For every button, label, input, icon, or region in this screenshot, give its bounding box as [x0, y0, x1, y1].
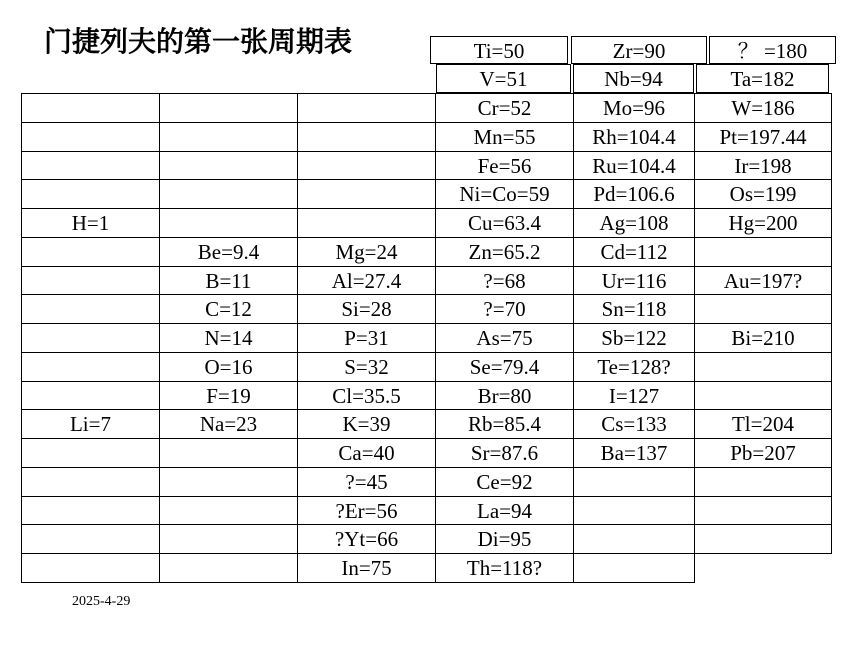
table-cell [573, 467, 695, 497]
table-cell: Th=118? [435, 553, 574, 583]
table-cell: K=39 [297, 409, 436, 439]
table-cell: La=94 [435, 496, 574, 525]
table-cell: Pt=197.44 [694, 122, 832, 152]
table-cell: ?=45 [297, 467, 436, 497]
table-cell: H=1 [21, 208, 160, 238]
table-cell [573, 553, 695, 583]
table-cell: Cu=63.4 [435, 208, 574, 238]
table-cell: O=16 [159, 352, 298, 382]
table-cell: Cr=52 [435, 93, 574, 123]
table-cell: Bi=210 [694, 323, 832, 353]
table-cell: Si=28 [297, 294, 436, 324]
table-cell: Ir=198 [694, 151, 832, 180]
table-cell: Al=27.4 [297, 266, 436, 295]
table-cell [21, 93, 160, 123]
page-title: 门捷列夫的第一张周期表 [44, 25, 353, 58]
table-cell [159, 179, 298, 209]
table-cell [297, 151, 436, 180]
table-cell: Hg=200 [694, 208, 832, 238]
table-cell: Zn=65.2 [435, 237, 574, 267]
table-cell: I=127 [573, 381, 695, 410]
table-cell [159, 524, 298, 554]
table-cell: Sr=87.6 [435, 438, 574, 468]
table-cell [694, 496, 832, 525]
cell-ta: Ta=182 [696, 64, 829, 93]
table-cell: ?=70 [435, 294, 574, 324]
table-cell: Pb=207 [694, 438, 832, 468]
table-cell: S=32 [297, 352, 436, 382]
table-cell [21, 381, 160, 410]
table-cell [159, 208, 298, 238]
table-cell: C=12 [159, 294, 298, 324]
table-cell [694, 467, 832, 497]
table-cell: Ni=Co=59 [435, 179, 574, 209]
table-cell: Sb=122 [573, 323, 695, 353]
table-cell: In=75 [297, 553, 436, 583]
table-cell: Cl=35.5 [297, 381, 436, 410]
table-cell [297, 179, 436, 209]
table-cell [573, 496, 695, 525]
cell-ti: Ti=50 [430, 36, 568, 64]
table-cell: B=11 [159, 266, 298, 295]
table-cell: Ag=108 [573, 208, 695, 238]
table-cell: Ru=104.4 [573, 151, 695, 180]
table-cell [21, 179, 160, 209]
table-cell [159, 467, 298, 497]
table-cell: Mg=24 [297, 237, 436, 267]
table-cell: F=19 [159, 381, 298, 410]
cell-unknown-180: ？ =180 [709, 36, 836, 64]
cell-nb: Nb=94 [573, 64, 694, 93]
table-cell: W=186 [694, 93, 832, 123]
table-cell [694, 237, 832, 267]
date-label: 2025-4-29 [72, 594, 131, 609]
table-cell [21, 151, 160, 180]
table-cell: Fe=56 [435, 151, 574, 180]
table-cell: Be=9.4 [159, 237, 298, 267]
table-cell: ?=68 [435, 266, 574, 295]
table-cell: Cs=133 [573, 409, 695, 439]
table-cell [297, 93, 436, 123]
table-cell: Se=79.4 [435, 352, 574, 382]
table-cell [159, 553, 298, 583]
table-cell: Ca=40 [297, 438, 436, 468]
table-cell: ?Yt=66 [297, 524, 436, 554]
table-cell: Tl=204 [694, 409, 832, 439]
table-cell [159, 122, 298, 152]
table-cell [21, 352, 160, 382]
table-cell: P=31 [297, 323, 436, 353]
table-cell: Mn=55 [435, 122, 574, 152]
table-cell [159, 438, 298, 468]
table-cell: Mo=96 [573, 93, 695, 123]
table-cell: Rh=104.4 [573, 122, 695, 152]
table-cell [21, 438, 160, 468]
table-cell: ?Er=56 [297, 496, 436, 525]
table-cell [21, 553, 160, 583]
table-cell: Ce=92 [435, 467, 574, 497]
table-cell: Au=197? [694, 266, 832, 295]
table-cell: Te=128? [573, 352, 695, 382]
table-cell [21, 323, 160, 353]
table-cell [573, 524, 695, 554]
table-cell: Ba=137 [573, 438, 695, 468]
table-cell: Di=95 [435, 524, 574, 554]
table-cell [159, 151, 298, 180]
table-cell: Ur=116 [573, 266, 695, 295]
table-cell [159, 93, 298, 123]
table-cell [694, 381, 832, 410]
table-cell [21, 496, 160, 525]
table-cell: Os=199 [694, 179, 832, 209]
table-cell: N=14 [159, 323, 298, 353]
table-cell [694, 352, 832, 382]
table-cell: Br=80 [435, 381, 574, 410]
table-cell [694, 294, 832, 324]
table-cell: Li=7 [21, 409, 160, 439]
table-cell: Sn=118 [573, 294, 695, 324]
cell-v: V=51 [436, 64, 571, 93]
table-cell: Na=23 [159, 409, 298, 439]
table-cell [21, 122, 160, 152]
table-cell [21, 294, 160, 324]
table-cell [694, 524, 832, 554]
table-cell [21, 266, 160, 295]
table-cell [297, 208, 436, 238]
table-cell [159, 496, 298, 525]
table-cell: As=75 [435, 323, 574, 353]
table-cell [21, 237, 160, 267]
table-cell: Pd=106.6 [573, 179, 695, 209]
table-cell [21, 524, 160, 554]
table-cell [21, 467, 160, 497]
cell-zr: Zr=90 [571, 36, 707, 64]
table-cell [297, 122, 436, 152]
table-cell: Cd=112 [573, 237, 695, 267]
table-cell: Rb=85.4 [435, 409, 574, 439]
